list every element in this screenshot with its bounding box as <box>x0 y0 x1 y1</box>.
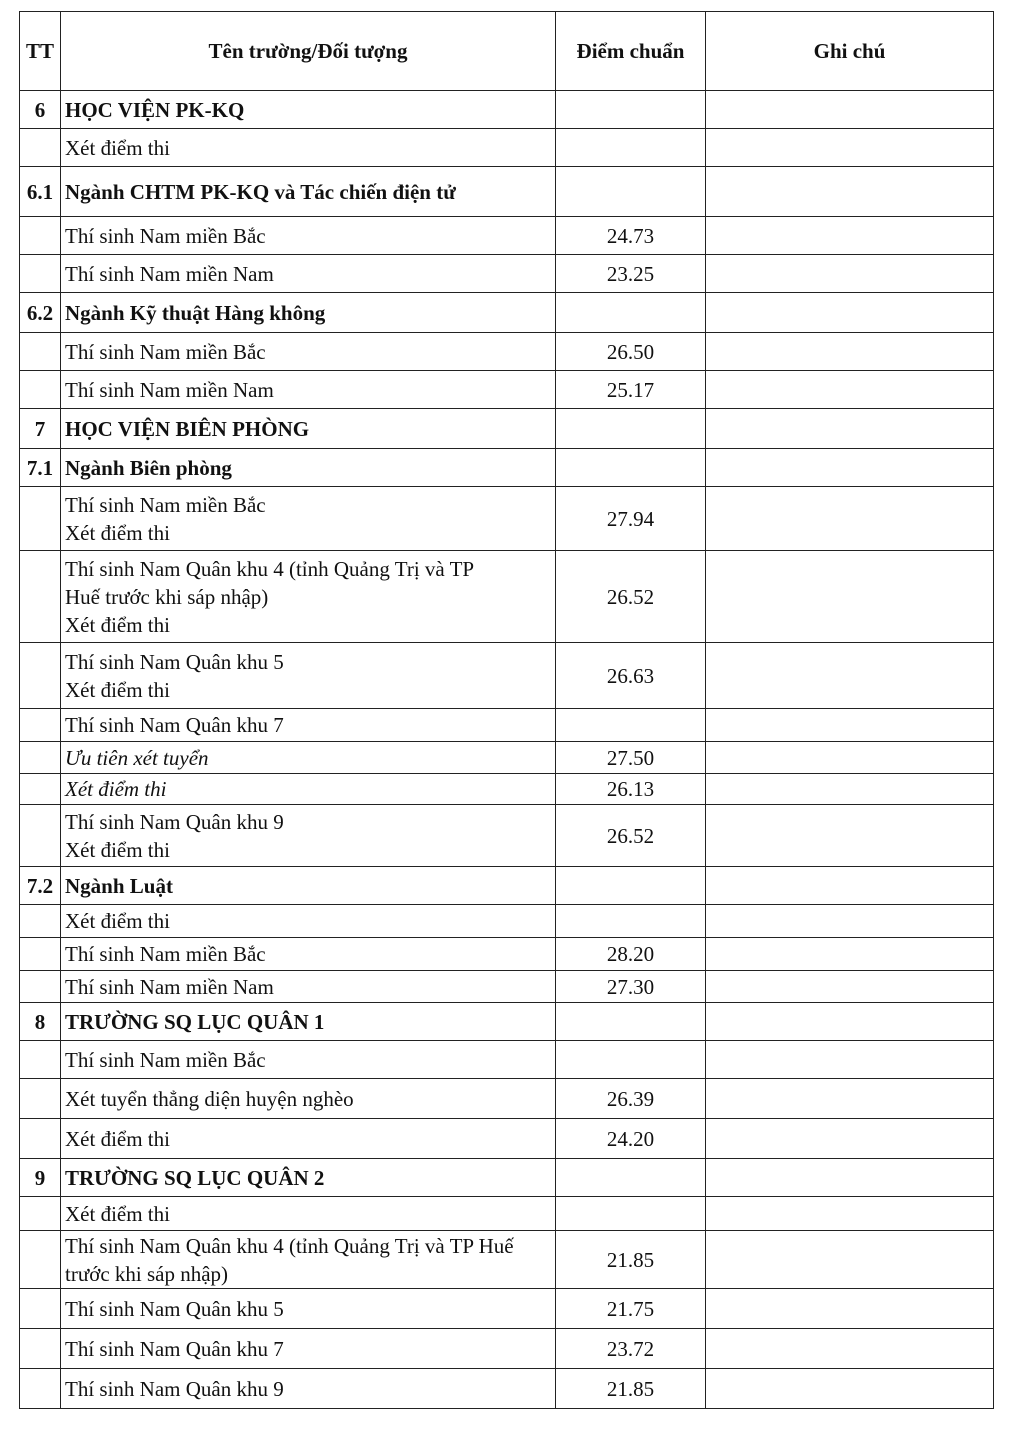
cell-note <box>706 1159 994 1197</box>
cell-tt <box>20 1289 61 1329</box>
table-row <box>20 1289 994 1329</box>
cell-name-line: trước khi sáp nhập) <box>65 1261 229 1286</box>
cell-tt: 8 <box>20 1003 61 1041</box>
cell-note <box>706 1119 994 1159</box>
cell-score <box>556 1003 706 1041</box>
cell-note <box>706 1197 994 1231</box>
table-row <box>20 774 994 805</box>
cell-name-line: Xét điểm thi <box>65 677 170 702</box>
table-row <box>20 333 994 371</box>
cell-name <box>61 905 556 938</box>
cell-name <box>61 255 556 293</box>
cell-name-line: Xét điểm thi <box>65 909 170 933</box>
cell-score <box>556 867 706 905</box>
table-row <box>20 1231 994 1289</box>
cell-tt <box>20 774 61 805</box>
header-note: Ghi chú <box>706 12 994 91</box>
cell-name <box>61 293 556 333</box>
cell-name <box>61 938 556 971</box>
cell-score <box>556 1159 706 1197</box>
cell-name <box>61 1231 556 1289</box>
cell-note <box>706 91 994 129</box>
cell-tt: 9 <box>20 1159 61 1197</box>
cell-name-line: Thí sinh Nam miền Bắc <box>65 492 266 517</box>
cell-tt: 7.1 <box>20 449 61 487</box>
cell-note <box>706 293 994 333</box>
cell-note <box>706 217 994 255</box>
cell-name-line: Thí sinh Nam miền Bắc <box>65 942 266 966</box>
cell-note <box>706 971 994 1003</box>
cell-tt: 6.1 <box>20 167 61 217</box>
cell-note <box>706 1369 994 1409</box>
cell-score: 24.73 <box>556 217 706 255</box>
cell-name-line: Xét điểm thi <box>65 777 167 801</box>
cell-name <box>61 709 556 742</box>
cell-name-line: Xét điểm thi <box>65 520 170 545</box>
cell-name <box>61 805 556 867</box>
cell-score: 21.75 <box>556 1289 706 1329</box>
cell-name-line: Thí sinh Nam miền Bắc <box>65 1047 266 1072</box>
cell-name-line: Ngành Kỹ thuật Hàng không <box>65 300 326 325</box>
cell-tt <box>20 1041 61 1079</box>
cell-score <box>556 449 706 487</box>
cell-tt <box>20 709 61 742</box>
table-row <box>20 742 994 774</box>
cell-note <box>706 333 994 371</box>
cell-name-line: Thí sinh Nam miền Bắc <box>65 223 266 248</box>
cell-tt <box>20 905 61 938</box>
cell-tt: 7 <box>20 409 61 449</box>
cell-name-line: Thí sinh Nam Quân khu 7 <box>65 1336 284 1361</box>
table-row <box>20 1041 994 1079</box>
cell-name-line: Xét điểm thi <box>65 837 170 862</box>
cell-score <box>556 167 706 217</box>
cell-score <box>556 129 706 167</box>
cell-name-line: Xét điểm thi <box>65 135 170 160</box>
cell-score: 26.50 <box>556 333 706 371</box>
cell-name <box>61 1197 556 1231</box>
cell-name-line: Xét điểm thi <box>65 1126 170 1151</box>
table-row <box>20 1369 994 1409</box>
table-row <box>20 255 994 293</box>
table-row <box>20 91 994 129</box>
cell-note <box>706 371 994 409</box>
cell-note <box>706 129 994 167</box>
cell-name-line: Ngành CHTM PK-KQ và Tác chiến điện tử <box>65 179 456 204</box>
table-row <box>20 1119 994 1159</box>
cell-tt <box>20 742 61 774</box>
cell-tt <box>20 1329 61 1369</box>
cell-tt <box>20 217 61 255</box>
cell-tt <box>20 643 61 709</box>
cell-note <box>706 742 994 774</box>
cell-name-line: Thí sinh Nam Quân khu 9 <box>65 809 284 834</box>
cell-score <box>556 1197 706 1231</box>
table-row <box>20 551 994 643</box>
admission-score-table <box>19 11 994 1409</box>
cell-name-line: Thí sinh Nam miền Nam <box>65 261 274 286</box>
cell-name-line: Thí sinh Nam miền Nam <box>65 377 274 402</box>
header-tt: TT <box>20 12 61 91</box>
cell-score: 26.39 <box>556 1079 706 1119</box>
cell-tt <box>20 971 61 1003</box>
cell-tt <box>20 333 61 371</box>
cell-name-line: Xét điểm thi <box>65 1201 170 1226</box>
cell-tt <box>20 371 61 409</box>
cell-tt <box>20 255 61 293</box>
table-row <box>20 449 994 487</box>
cell-name-line: Ngành Luật <box>65 873 173 898</box>
table-row <box>20 293 994 333</box>
cell-score: 26.52 <box>556 551 706 643</box>
cell-note <box>706 1041 994 1079</box>
table-row <box>20 129 994 167</box>
cell-name-line: TRƯỜNG SQ LỤC QUÂN 2 <box>65 1165 325 1190</box>
cell-name <box>61 449 556 487</box>
table-row <box>20 905 994 938</box>
cell-name <box>61 217 556 255</box>
cell-name <box>61 774 556 805</box>
table-row <box>20 487 994 551</box>
cell-tt <box>20 487 61 551</box>
cell-note <box>706 867 994 905</box>
cell-name <box>61 1329 556 1369</box>
cell-name <box>61 1003 556 1041</box>
cell-score: 25.17 <box>556 371 706 409</box>
cell-tt <box>20 1369 61 1409</box>
cell-score: 23.72 <box>556 1329 706 1369</box>
cell-score: 26.13 <box>556 774 706 805</box>
cell-name-line: HỌC VIỆN BIÊN PHÒNG <box>65 416 310 441</box>
cell-name <box>61 409 556 449</box>
cell-name <box>61 1041 556 1079</box>
cell-name-line: Ưu tiên xét tuyển <box>65 745 209 770</box>
table-body <box>20 91 994 1409</box>
cell-score <box>556 905 706 938</box>
cell-name-line: Xét tuyển thẳng diện huyện nghèo <box>65 1086 354 1111</box>
cell-name-line: Thí sinh Nam Quân khu 5 <box>65 649 284 674</box>
cell-score: 27.94 <box>556 487 706 551</box>
cell-name <box>61 91 556 129</box>
table-header-row <box>20 12 994 91</box>
header-name: Tên trường/Đối tượng <box>61 12 556 91</box>
cell-name-line: Thí sinh Nam miền Nam <box>65 974 274 999</box>
table-row <box>20 971 994 1003</box>
cell-score <box>556 91 706 129</box>
cell-note <box>706 551 994 643</box>
table-row <box>20 217 994 255</box>
cell-name <box>61 742 556 774</box>
table-row <box>20 805 994 867</box>
cell-name <box>61 643 556 709</box>
cell-tt <box>20 1197 61 1231</box>
table-row <box>20 1329 994 1369</box>
cell-name <box>61 1119 556 1159</box>
cell-name <box>61 551 556 643</box>
table-row <box>20 1003 994 1041</box>
cell-note <box>706 1079 994 1119</box>
table-row <box>20 409 994 449</box>
cell-note <box>706 938 994 971</box>
cell-tt: 7.2 <box>20 867 61 905</box>
cell-score: 24.20 <box>556 1119 706 1159</box>
cell-note <box>706 487 994 551</box>
cell-score: 21.85 <box>556 1231 706 1289</box>
cell-score: 27.50 <box>556 742 706 774</box>
cell-score: 23.25 <box>556 255 706 293</box>
cell-name <box>61 1159 556 1197</box>
table-row <box>20 1197 994 1231</box>
table-row <box>20 167 994 217</box>
cell-note <box>706 167 994 217</box>
cell-name <box>61 167 556 217</box>
cell-name <box>61 371 556 409</box>
table-row <box>20 867 994 905</box>
cell-tt <box>20 938 61 971</box>
cell-name <box>61 867 556 905</box>
cell-name <box>61 971 556 1003</box>
cell-score: 26.63 <box>556 643 706 709</box>
cell-note <box>706 805 994 867</box>
cell-name <box>61 1289 556 1329</box>
cell-note <box>706 449 994 487</box>
cell-tt: 6 <box>20 91 61 129</box>
table-row <box>20 643 994 709</box>
cell-tt <box>20 1231 61 1289</box>
cell-note <box>706 1289 994 1329</box>
cell-score <box>556 293 706 333</box>
cell-name-line: Thí sinh Nam miền Bắc <box>65 339 266 364</box>
cell-tt <box>20 129 61 167</box>
cell-note <box>706 709 994 742</box>
cell-note <box>706 255 994 293</box>
cell-name <box>61 1369 556 1409</box>
cell-score <box>556 1041 706 1079</box>
cell-name <box>61 129 556 167</box>
cell-note <box>706 643 994 709</box>
cell-name <box>61 487 556 551</box>
cell-note <box>706 905 994 938</box>
cell-tt <box>20 805 61 867</box>
cell-name-line: Thí sinh Nam Quân khu 5 <box>65 1296 284 1321</box>
table-row <box>20 709 994 742</box>
cell-score <box>556 409 706 449</box>
cell-tt <box>20 1119 61 1159</box>
cell-name-line: Xét điểm thi <box>65 612 170 637</box>
cell-note <box>706 1231 994 1289</box>
header-score: Điểm chuẩn <box>556 12 706 91</box>
cell-score: 28.20 <box>556 938 706 971</box>
table-row <box>20 371 994 409</box>
cell-note <box>706 1003 994 1041</box>
cell-score: 26.52 <box>556 805 706 867</box>
cell-name <box>61 1079 556 1119</box>
cell-tt <box>20 551 61 643</box>
cell-name-line: HỌC VIỆN PK-KQ <box>65 97 245 122</box>
cell-tt: 6.2 <box>20 293 61 333</box>
table-row <box>20 938 994 971</box>
table-row <box>20 1079 994 1119</box>
cell-name-line: Thí sinh Nam Quân khu 7 <box>65 713 284 737</box>
cell-name-line: Thí sinh Nam Quân khu 4 (tỉnh Quảng Trị và TP <box>65 556 475 581</box>
cell-name <box>61 333 556 371</box>
cell-name-line: TRƯỜNG SQ LỤC QUÂN 1 <box>65 1009 325 1034</box>
cell-score <box>556 709 706 742</box>
cell-score: 27.30 <box>556 971 706 1003</box>
cell-name-line: Thí sinh Nam Quân khu 9 <box>65 1376 284 1401</box>
table-row <box>20 1159 994 1197</box>
cell-name-line: Ngành Biên phòng <box>65 455 232 480</box>
cell-name-line: Huế trước khi sáp nhập) <box>65 584 269 609</box>
cell-note <box>706 1329 994 1369</box>
cell-note <box>706 774 994 805</box>
cell-note <box>706 409 994 449</box>
cell-name-line: Thí sinh Nam Quân khu 4 (tỉnh Quảng Trị và TP Huế <box>65 1233 514 1258</box>
cell-tt <box>20 1079 61 1119</box>
cell-score: 21.85 <box>556 1369 706 1409</box>
